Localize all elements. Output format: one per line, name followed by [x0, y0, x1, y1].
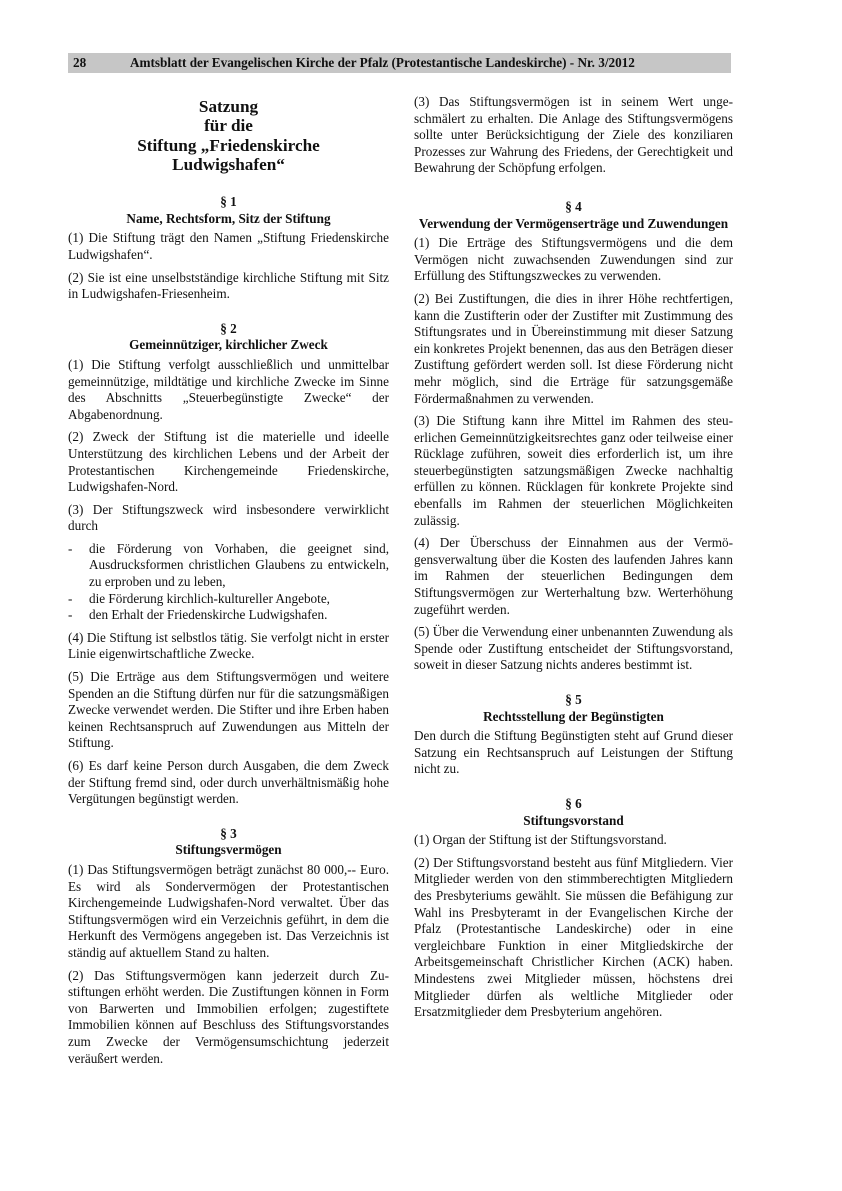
list-item-text: den Erhalt der Friedenskirche Ludwigshafen. — [89, 607, 328, 623]
paragraph: (1) Organ der Stiftung ist der Stiftungsvorstand. — [414, 832, 667, 848]
list-marker: - — [68, 540, 73, 556]
page-header — [68, 53, 731, 73]
right-column — [414, 94, 733, 1027]
list-item-text: die Förderung von Vorhaben, die geeignet sind, Ausdrucksformen christlichen Glaubens zu entwickeln, zu erproben und zu leben, — [89, 540, 389, 590]
list-item — [68, 607, 389, 624]
paragraph: (4) Der Überschuss der Einnahmen aus der Vermögensverwaltung über die Kosten des laufenden Jahres kann im Rahmen der steuerlichen Bedingungen dem Stiftungsvermögen zur Werterhaltung bzw. Werterhöhung zugeführt werden. — [414, 535, 733, 617]
section-3 — [68, 826, 389, 1067]
section-title: Name, Rechtsform, Sitz der Stiftung — [126, 210, 331, 226]
section-4 — [414, 199, 733, 674]
document-title-line: Satzung — [198, 97, 259, 116]
paragraph: (1) Die Erträge des Stiftungsvermögens und die dem Vermögen nicht zuwachsenden Zuwendungen sind zur Erfüllung des Stiftungszweckes zu verwenden. — [414, 235, 733, 284]
list-marker: - — [68, 590, 73, 606]
section-title: Stiftungsvermögen — [175, 842, 282, 858]
paragraph: (5) Über die Verwendung einer unbenannten Zuwendung als Spende oder Zustiftung entscheidet der Stiftungsvorstand, soweit in dieser Satzung nichts anderes bestimmt ist. — [414, 624, 733, 673]
header-title: Amtsblatt der Evangelischen Kirche der Pfalz (Protestantische Landeskirche) - Nr. 3/2012 — [130, 55, 635, 70]
section-number: § 3 — [220, 825, 237, 841]
document-title-line: Ludwigshafen“ — [172, 154, 285, 174]
section-2 — [68, 321, 389, 808]
paragraph: (3) Der Stiftungszweck wird insbesondere verwirklicht durch — [68, 501, 389, 534]
section-5 — [414, 692, 733, 778]
paragraph: (2) Bei Zustiftungen, die dies in ihrer Höhe rechtfertigen, kann die Zustifterin oder der Zustifter mit Zustimmung des Stiftungsrates und in Übereinstimmung mit dieser Satzung ein konkretes Projekt benennen, das aus den Beträgen dieser Zustiftung gefördert werden soll. Ist diese Förderung nicht mehr möglich, sind die Erträge für satzungsgemäße Fördermaßnahmen zu verwenden. — [414, 290, 733, 406]
list-item — [68, 541, 389, 591]
document-title-line: Stiftung „Friedenskirche — [137, 135, 320, 155]
section-title: Gemeinnütziger, kirchlicher Zweck — [129, 337, 328, 353]
paragraph: (1) Das Stiftungsvermögen beträgt zunächst 80 000,-- Euro. Es wird als Sondervermögen der Protestantischen Kirchengemeinde Ludwigshafen-Nord verwaltet. Über das Stiftungsvermögen wird ein Verzeichnis geführt, in dem die Herkunft des Vermögens angegeben ist. Das Verzeichnis ist ständig auf aktuellem Stand zu halten. — [68, 861, 389, 960]
section-title: Verwendung der Vermögenserträge und Zuwendungen — [418, 215, 729, 231]
document-title — [68, 97, 389, 174]
section-number: § 5 — [565, 692, 582, 707]
section-number: § 6 — [565, 795, 582, 811]
paragraph: (6) Es darf keine Person durch Ausgaben, die dem Zweck der Stiftung fremd sind, oder durch unverhältnismäßig hohe Vergütungen begünstigt werden. — [68, 758, 389, 807]
paragraph: (2) Der Stiftungsvorstand besteht aus fünf Mitgliedern. Vier Mitglieder werden von den stimmberechtigten Mitgliedern des Presbyteriums gewählt. Sie müssen die Befähigung zur Wahl ins Presbyteramt in der Evangelischen Kirche der Pfalz (Protestantische Landeskirche) oder in eine vergleichbare Funktion in einer Mitgliedskirche der Arbeitsgemeinschaft Christlicher Kirchen (ACK) haben. Mindestens zwei Mitglieder müssen, höchstens drei Mitglieder dürfen als weltliche Mitglieder oder Ersatzmitglieder dem Presbyterium angehören. — [414, 854, 733, 1020]
page-number: 28 — [73, 55, 87, 70]
paragraph: (2) Zweck der Stiftung ist die materielle und ideelle Unterstützung des kirchlichen Lebens und der Arbeit der Protestantischen Kirchengemeinde Friedenskirche, Ludwigshafen-Nord. — [68, 429, 389, 495]
paragraph: (4) Die Stiftung ist selbstlos tätig. Sie verfolgt nicht in erster Linie eigenwirtschaftliche Zwecke. — [68, 629, 389, 662]
paragraph: (1) Die Stiftung verfolgt ausschließlich und unmittelbar gemeinnützige, mildtätige und kirchliche Zwecke im Sinne des Abschnitts „Steuerbegünstigte Zwecke“ der Abgabenordnung. — [68, 356, 389, 422]
section-number: § 4 — [565, 198, 582, 214]
section-1 — [68, 194, 389, 303]
paragraph: (2) Sie ist eine unselbstständige kirchliche Stiftung mit Sitz in Ludwigshafen-Friesenheim. — [68, 269, 389, 302]
list-item — [68, 591, 389, 608]
paragraph: Den durch die Stiftung Begünstigten steht auf Grund dieser Satzung ein Rechtsanspruch auf Leistungen der Stiftung nicht zu. — [414, 728, 733, 777]
section-title: Rechtsstellung der Begünstigten — [483, 708, 664, 724]
paragraph: (2) Das Stiftungsvermögen kann jederzeit durch Zustiftungen erhöht werden. Die Zustiftungen können in Form von Barwerten und Immobilien erfolgen; zugestiftete Immobilien können auf Beschluss des Stiftungsvorstandes zum Zwecke der Vermögensumschichtung jederzeit veräußert werden. — [68, 967, 389, 1066]
document-title-line: für die — [204, 116, 253, 136]
left-column — [68, 94, 389, 1073]
section-6 — [414, 796, 733, 1021]
purpose-list — [68, 541, 389, 624]
list-item-text: die Förderung kirchlich-kultureller Angebote, — [89, 590, 330, 606]
section-number: § 2 — [220, 320, 237, 336]
list-marker: - — [68, 607, 73, 623]
paragraph: (1) Die Stiftung trägt den Namen „Stiftung Friedenskirche Ludwigshafen“. — [68, 230, 389, 262]
paragraph: (3) Das Stiftungsvermögen ist in seinem Wert ungeschmälert zu erhalten. Die Anlage des Stiftungsvermögens sollte unter Berücksichtigung der Ziele des konziliaren Prozesses zur Wahrung des Friedens, der Gerechtigkeit und Bewahrung der Schöpfung erfolgen. — [414, 94, 733, 176]
paragraph: (5) Die Erträge aus dem Stiftungsvermögen und weitere Spenden an die Stiftung dürfen nur für die satzungsmäßigen Zwecke verwendet werden. Die Stifter und ihre Erben haben keinen Rechtsanspruch auf Zuwendungen aus Mitteln der Stiftung. — [68, 669, 389, 751]
section-title: Stiftungsvorstand — [523, 812, 624, 828]
paragraph: (3) Die Stiftung kann ihre Mittel im Rahmen des steuerlichen Gemeinnützigkeitsrechtes ganz oder teilweise einer Rücklage zuführen, soweit dies erforderlich ist, um ihre steuerbegünstigten satzungsmäßigen Zwecke nachhaltig erfüllen zu können. Rücklagen für konkrete Projekte sind ebenfalls im Rahmen der steuerlichen Möglichkeiten zulässig. — [414, 413, 733, 528]
section-number: § 1 — [220, 194, 237, 210]
